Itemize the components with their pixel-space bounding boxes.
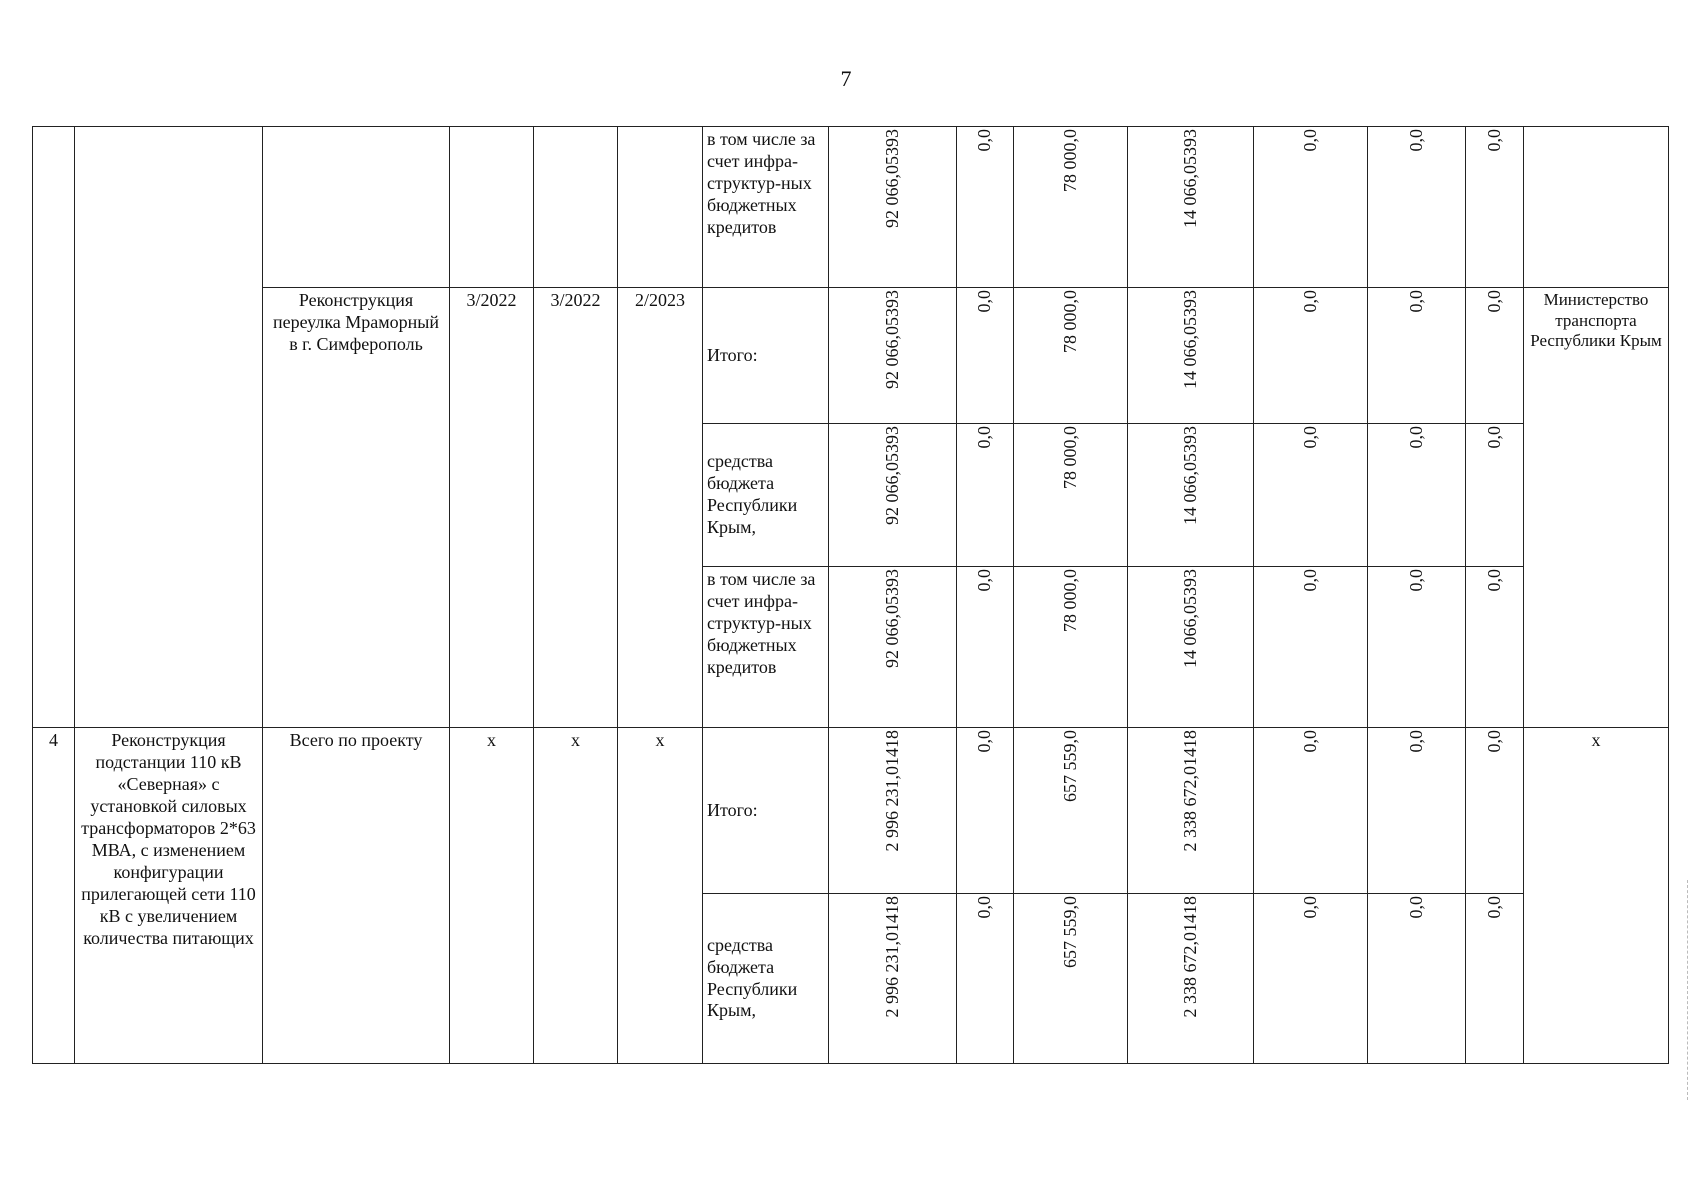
funding-source-cell: средства бюджета Республики Крым, bbox=[703, 424, 829, 567]
date-cell: x bbox=[618, 728, 703, 1064]
value-cell: 0,0 bbox=[1466, 728, 1524, 894]
event-name-cell: Реконструкция подстанции 110 кВ «Северная» с установкой силовых трансформаторов 2*63 МВА, с изменением конфигурации прилегающей сети 110 кВ с увеличением количества питающих bbox=[75, 728, 263, 1064]
value-cell: 0,0 bbox=[957, 894, 1014, 1064]
row-number-cell bbox=[33, 127, 75, 728]
date-cell: 3/2022 bbox=[534, 288, 618, 728]
value-cell: 92 066,05393 bbox=[829, 424, 957, 567]
value-cell: 2 338 672,01418 bbox=[1128, 728, 1254, 894]
value-cell: 0,0 bbox=[957, 424, 1014, 567]
value-cell: 14 066,05393 bbox=[1128, 567, 1254, 728]
date-cell bbox=[618, 127, 703, 288]
value-cell: 0,0 bbox=[1254, 894, 1368, 1064]
value-cell: 0,0 bbox=[1368, 424, 1466, 567]
value-cell: 14 066,05393 bbox=[1128, 288, 1254, 424]
date-cell: x bbox=[534, 728, 618, 1064]
funding-source-cell: в том числе за счет инфра-структур-ных бюджетных кредитов bbox=[703, 567, 829, 728]
value-cell: 0,0 bbox=[1466, 894, 1524, 1064]
event-name-cell bbox=[75, 127, 263, 728]
value-cell: 0,0 bbox=[1254, 728, 1368, 894]
date-cell bbox=[450, 127, 534, 288]
value-cell: 0,0 bbox=[1466, 567, 1524, 728]
value-cell: 2 996 231,01418 bbox=[829, 894, 957, 1064]
value-cell: 0,0 bbox=[1368, 728, 1466, 894]
value-cell: 0,0 bbox=[1368, 288, 1466, 424]
row-number-cell: 4 bbox=[33, 728, 75, 1064]
date-cell: 2/2023 bbox=[618, 288, 703, 728]
table-row bbox=[33, 288, 1669, 424]
date-cell: x bbox=[450, 728, 534, 1064]
responsible-cell bbox=[1524, 127, 1669, 288]
value-cell: 78 000,0 bbox=[1014, 127, 1128, 288]
value-cell: 0,0 bbox=[1466, 424, 1524, 567]
funding-source-cell: в том числе за счет инфра-структур-ных бюджетных кредитов bbox=[703, 127, 829, 288]
responsible-cell: Министерство транспорта Республики Крым bbox=[1524, 288, 1669, 728]
value-cell: 657 559,0 bbox=[1014, 894, 1128, 1064]
object-cell: Реконструкция переулка Мраморный в г. Симферополь bbox=[263, 288, 450, 728]
value-cell: 0,0 bbox=[1254, 127, 1368, 288]
responsible-cell: x bbox=[1524, 728, 1669, 1064]
value-cell: 78 000,0 bbox=[1014, 567, 1128, 728]
date-cell: 3/2022 bbox=[450, 288, 534, 728]
value-cell: 0,0 bbox=[957, 567, 1014, 728]
value-cell: 0,0 bbox=[1368, 567, 1466, 728]
value-cell: 0,0 bbox=[1466, 127, 1524, 288]
value-cell: 2 338 672,01418 bbox=[1128, 894, 1254, 1064]
table-row bbox=[33, 728, 1669, 894]
value-cell: 0,0 bbox=[1368, 127, 1466, 288]
value-cell: 78 000,0 bbox=[1014, 288, 1128, 424]
value-cell: 92 066,05393 bbox=[829, 567, 957, 728]
value-cell: 14 066,05393 bbox=[1128, 127, 1254, 288]
value-cell: 0,0 bbox=[957, 728, 1014, 894]
value-cell: 0,0 bbox=[957, 288, 1014, 424]
funding-source-cell: Итого: bbox=[703, 728, 829, 894]
object-cell bbox=[263, 127, 450, 288]
date-cell bbox=[534, 127, 618, 288]
value-cell: 92 066,05393 bbox=[829, 127, 957, 288]
funding-source-cell: Итого: bbox=[703, 288, 829, 424]
value-cell: 0,0 bbox=[1254, 288, 1368, 424]
value-cell: 0,0 bbox=[1466, 288, 1524, 424]
value-cell: 2 996 231,01418 bbox=[829, 728, 957, 894]
value-cell: 657 559,0 bbox=[1014, 728, 1128, 894]
page-number: 7 bbox=[840, 66, 852, 91]
table-row bbox=[33, 127, 1669, 288]
value-cell: 14 066,05393 bbox=[1128, 424, 1254, 567]
object-cell: Всего по проекту bbox=[263, 728, 450, 1064]
value-cell: 0,0 bbox=[1254, 424, 1368, 567]
value-cell: 0,0 bbox=[1254, 567, 1368, 728]
value-cell: 0,0 bbox=[1368, 894, 1466, 1064]
financing-table bbox=[32, 126, 1669, 1064]
value-cell: 92 066,05393 bbox=[829, 288, 957, 424]
funding-source-cell: средства бюджета Республики Крым, bbox=[703, 894, 829, 1064]
value-cell: 78 000,0 bbox=[1014, 424, 1128, 567]
value-cell: 0,0 bbox=[957, 127, 1014, 288]
scan-edge-line bbox=[1687, 880, 1688, 1100]
